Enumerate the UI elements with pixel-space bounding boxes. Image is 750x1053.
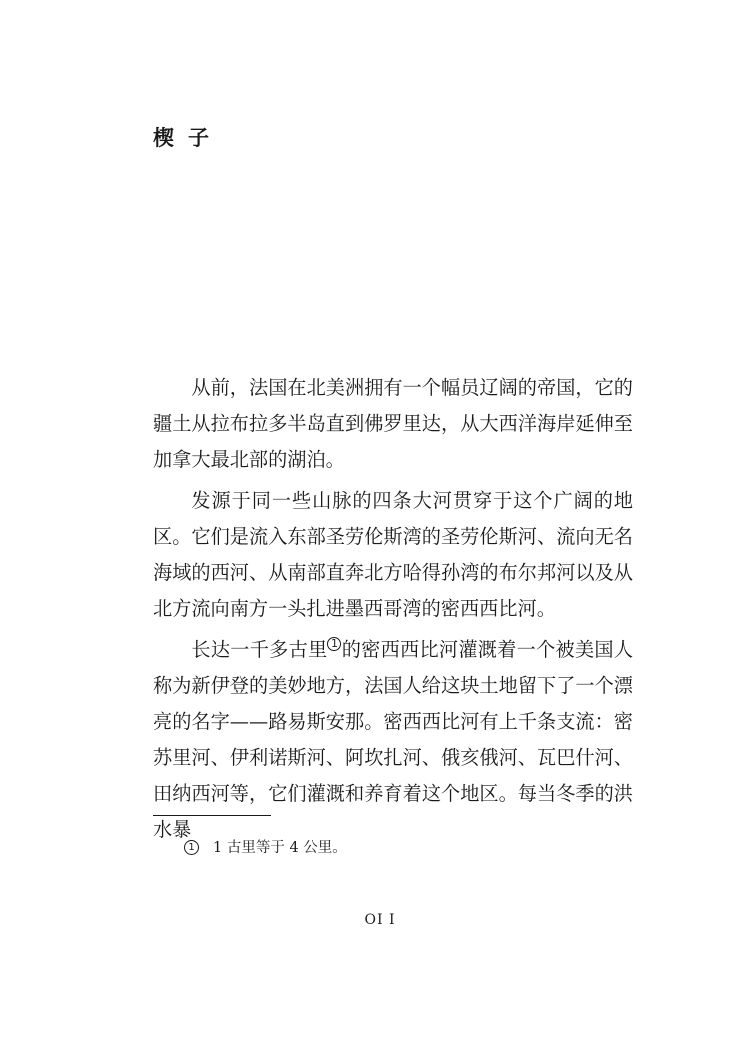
footnote <box>184 838 347 858</box>
chapter-title: 楔子 <box>153 126 223 150</box>
page-number: OI I <box>364 912 396 928</box>
paragraph: 从前，法国在北美洲拥有一个幅员辽阔的帝国，它的疆土从拉布拉多半岛直到佛罗里达，从大西洋海岸延伸至加拿大最北部的湖泊。 <box>153 376 633 471</box>
footnote-mark: 1 <box>184 840 199 855</box>
paragraph: 发源于同一些山脉的四条大河贯穿于这个广阔的地区。它们是流入东部圣劳伦斯湾的圣劳伦斯河、流向无名海域的西河、从南部直奔北方哈得孙湾的布尔邦河以及从北方流向南方一头扎进墨西哥湾的密西西比河。 <box>153 489 633 620</box>
paragraph-text: 长达一千多古里 <box>191 638 328 661</box>
body-text <box>153 370 633 848</box>
footnote-divider <box>153 815 271 816</box>
footnote-reference[interactable]: 1 <box>327 637 341 651</box>
paragraph-text: 的密西西比河灌溉着一个被美国人称为新伊登的美妙地方，法国人给这块土地留下了一个漂亮的名字——路易斯安那。密西西比河有上千条支流：密苏里河、伊利诺斯河、阿坎扎河、俄亥俄河、瓦巴什河、田纳西河等，它们灌溉和养育着这个地区。每当冬季的洪水暴 <box>153 638 634 841</box>
footnote-text: 1 古里等于 4 公里。 <box>213 840 347 856</box>
